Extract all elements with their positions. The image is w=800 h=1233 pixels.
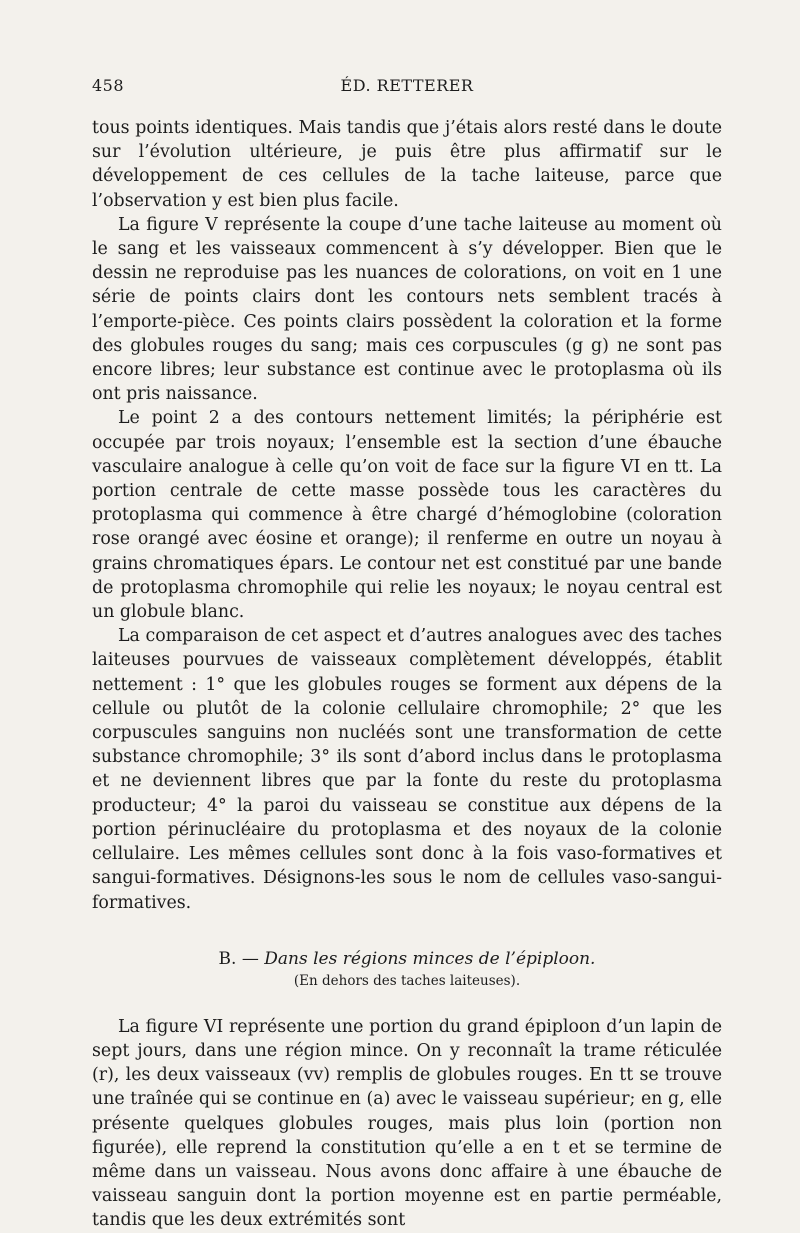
section-heading <box>92 947 722 971</box>
paragraph: tous points identiques. Mais tandis que j’étais alors resté dans le doute sur l’évolution ultérieure, je puis être plus affirmatif sur le développement de ces cellules de la tache laiteuse, parce que l’observation y est bien plus facile. <box>92 118 722 211</box>
paragraph: La figure V représente la coupe d’une tache laiteuse au moment où le sang et les vaisseaux commencent à s’y développer. Bien que le dessin ne reproduise pas les nuances de colorations, on voit en 1 une série de points clairs dont les contours nets semblent tracés à l’emporte-pièce. Ces points clairs possèdent la coloration et la forme des globules rouges du sang; mais ces corpuscules (g g) ne sont pas encore libres; leur substance est continue avec le protoplasma où ils ont pris naissance. <box>92 214 722 405</box>
paragraph: Le point 2 a des contours nettement limités; la périphérie est occupée par trois noyaux; l’ensemble est la section d’une ébauche vasculaire analogue à celle qu’on voit de face sur la figure VI en tt. La portion centrale de cette masse possède tous les caractères du protoplasma qui commence à être chargé d’hémoglobine (coloration rose orangé avec éosine et orange); il renferme en outre un noyau à grains chromatiques épars. Le contour net est constitué par une bande de protoplasma chromophile qui relie les noyaux; le noyau central est un globule blanc. <box>92 408 722 623</box>
page-number: 458 <box>92 76 125 95</box>
section-block <box>92 947 722 991</box>
section-letter: B. — <box>218 948 259 969</box>
body-text <box>92 116 722 1233</box>
section-subheading: (En dehors des taches laiteuses). <box>293 972 521 989</box>
running-head: ÉD. RETTERER <box>340 76 474 95</box>
page-header <box>92 76 722 100</box>
paragraph: La figure VI représente une portion du grand épiploon d’un lapin de sept jours, dans une région mince. On y reconnaît la trame réticulée (r), les deux vaisseaux (vv) remplis de globules rouges. En tt se trouve une traînée qui se continue en (a) avec le vaisseau supérieur; en g, elle présente quelques globules rouges, mais plus loin (portion non figurée), elle reprend la constitution qu’elle a en t et se termine de même dans un vaisseau. Nous avons donc affaire à une ébauche de vaisseau sanguin dont la portion moyenne est en partie perméable, tandis que les deux extrémités sont <box>92 1016 722 1231</box>
section-title: Dans les régions minces de l’épiploon. <box>264 948 596 969</box>
paragraph: La comparaison de cet aspect et d’autres analogues avec des taches laiteuses pourvues de vaisseaux complètement développés, établit nettement : 1° que les globules rouges se forment aux dépens de la cellule ou plutôt de la colonie cellulaire chromophile; 2° que les corpuscules sanguins non nucléés sont une transformation de cette substance chromophile; 3° ils sont d’abord inclus dans le protoplasma et ne deviennent libres que par la fonte du reste du protoplasma producteur; 4° la paroi du vaisseau se constitue aux dépens de la portion périnucléaire du protoplasma et des noyaux de la colonie cellulaire. Les mêmes cellules sont donc à la fois vaso-formatives et sangui-formatives. Désignons-les sous le nom de cellules vaso-sangui-formatives. <box>92 626 722 913</box>
